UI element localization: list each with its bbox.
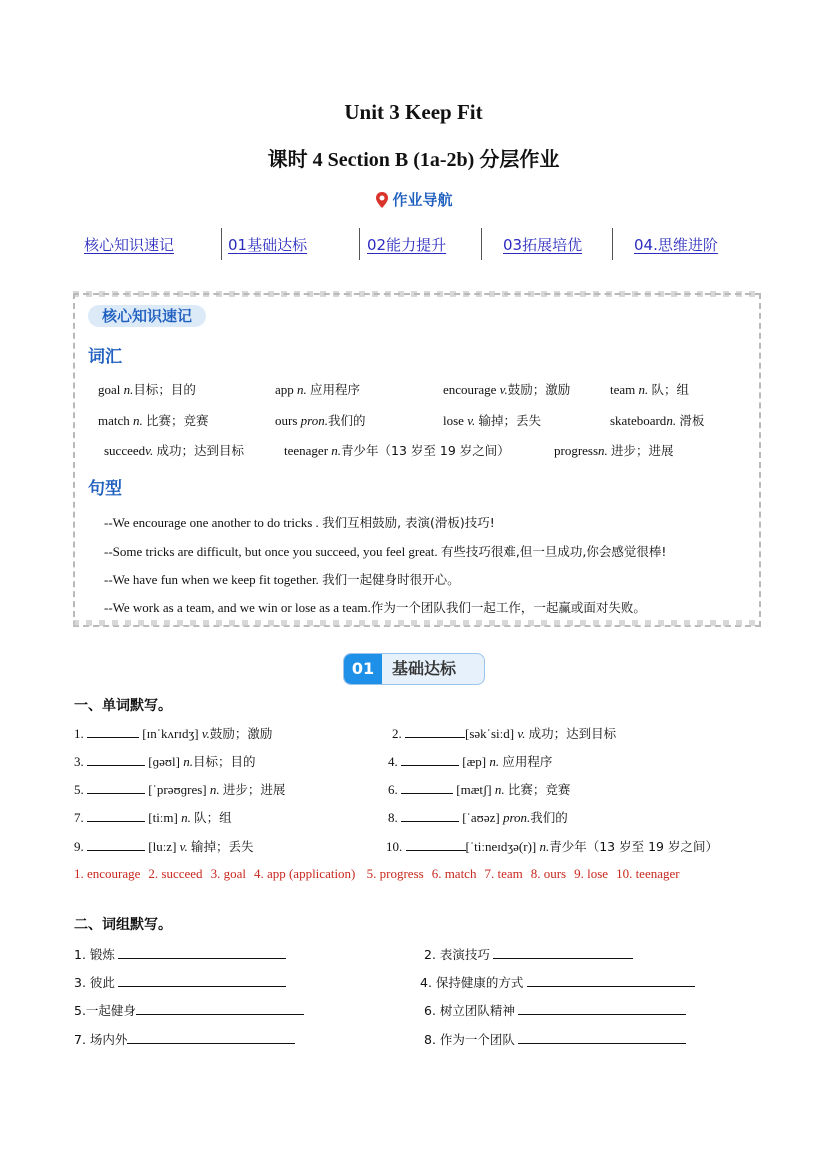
dictation-item: 9. [luːz] v. 输掉；丢失 <box>74 839 254 854</box>
sentence-item: --We encourage one another to do tricks . 我们互相鼓励, 表演(滑板)技巧! <box>104 515 495 530</box>
part1-heading: 一、单词默写。 <box>74 698 172 714</box>
nav-link-03[interactable]: 03拓展培优 <box>503 236 583 254</box>
vocab-heading: 词汇 <box>88 347 122 367</box>
answer-key: 1. encourage 2. succeed 3. goal 4. app (application) 5. progress 6. match 7. team 8. ours 9. lose 10. teenager <box>74 866 680 881</box>
vocab-item: app n. 应用程序 <box>275 382 361 397</box>
part2-heading: 二、词组默写。 <box>74 917 172 933</box>
nav-link-04[interactable]: 04.思维进阶 <box>634 236 718 254</box>
vocab-item: progressn. 进步；进展 <box>554 443 674 458</box>
location-pin-icon <box>374 191 390 209</box>
phrase-item: 2. 表演技巧 <box>424 945 633 963</box>
dictation-item: 8. [ˈaʊəz] pron.我们的 <box>388 810 568 825</box>
dictation-item: 3. [ɡəʊl] n.目标；目的 <box>74 754 256 769</box>
dictation-item: 2. [səkˈsiːd] v. 成功；达到目标 <box>392 726 617 741</box>
nav-divider <box>221 228 222 260</box>
dictation-item: 4. [æp] n. 应用程序 <box>388 754 553 769</box>
dictation-item: 6. [mætʃ] n. 比赛；竞赛 <box>388 782 571 797</box>
vocab-item: goal n.目标；目的 <box>98 382 196 397</box>
dictation-item: 7. [tiːm] n. 队；组 <box>74 810 232 825</box>
phrase-item: 3. 彼此 <box>74 973 286 991</box>
sentence-item: --Some tricks are difficult, but once you succeed, you feel great. 有些技巧很难,但一旦成功,你会感觉很棒! <box>104 544 667 559</box>
nav-divider <box>359 228 360 260</box>
dictation-item: 5. [ˈprəʊɡres] n. 进步；进展 <box>74 782 286 797</box>
nav-link-01[interactable]: 01基础达标 <box>228 236 308 254</box>
dictation-item: 10. [ˈtiːneɪdʒə(r)] n.青少年（13 岁至 19 岁之间） <box>386 839 718 854</box>
vocab-item: succeedv. 成功；达到目标 <box>104 443 244 458</box>
lesson-subtitle: 课时 4 Section B (1a-2b) 分层作业 <box>267 149 560 171</box>
homework-nav <box>70 228 760 262</box>
phrase-item: 1. 锻炼 <box>74 945 286 963</box>
vocab-item: team n. 队；组 <box>610 382 690 397</box>
decorative-border-bottom <box>73 620 759 626</box>
section-title: 基础达标 <box>392 659 457 678</box>
phrase-item: 5.一起健身 <box>74 1001 304 1019</box>
sentence-item: --We have fun when we keep fit together. 我们一起健身时很开心。 <box>104 572 460 587</box>
vocab-item: ours pron.我们的 <box>275 413 366 428</box>
vocab-item: teenager n.青少年（13 岁至 19 岁之间） <box>284 443 510 458</box>
vocab-item: match n. 比赛；竞赛 <box>98 413 209 428</box>
phrase-item: 8. 作为一个团队 <box>424 1030 686 1048</box>
homework-guide <box>0 189 827 210</box>
sentence-heading: 句型 <box>88 479 122 499</box>
nav-link-core[interactable]: 核心知识速记 <box>84 236 175 254</box>
vocab-item: skateboardn. 滑板 <box>610 413 705 428</box>
phrase-item: 4. 保持健康的方式 <box>420 973 695 991</box>
page-title: Unit 3 Keep Fit <box>344 100 483 124</box>
nav-link-02[interactable]: 02能力提升 <box>367 236 447 254</box>
knowledge-badge: 核心知识速记 <box>88 305 206 327</box>
sentence-item: --We work as a team, and we win or lose as a team.作为一个团队我们一起工作，一起赢或面对失败。 <box>104 600 646 615</box>
guide-label: 作业导航 <box>392 191 453 209</box>
vocab-item: lose v. 输掉；丢失 <box>443 413 542 428</box>
phrase-item: 7. 场内外 <box>74 1030 295 1048</box>
phrase-item: 6. 树立团队精神 <box>424 1001 686 1019</box>
nav-divider <box>612 228 613 260</box>
vocab-item: encourage v.鼓励；激励 <box>443 382 571 397</box>
nav-divider <box>481 228 482 260</box>
dictation-item: 1. [ɪnˈkʌrɪdʒ] v.鼓励；激励 <box>74 726 273 741</box>
section-number: 01 <box>344 654 382 684</box>
section-badge <box>343 653 485 685</box>
